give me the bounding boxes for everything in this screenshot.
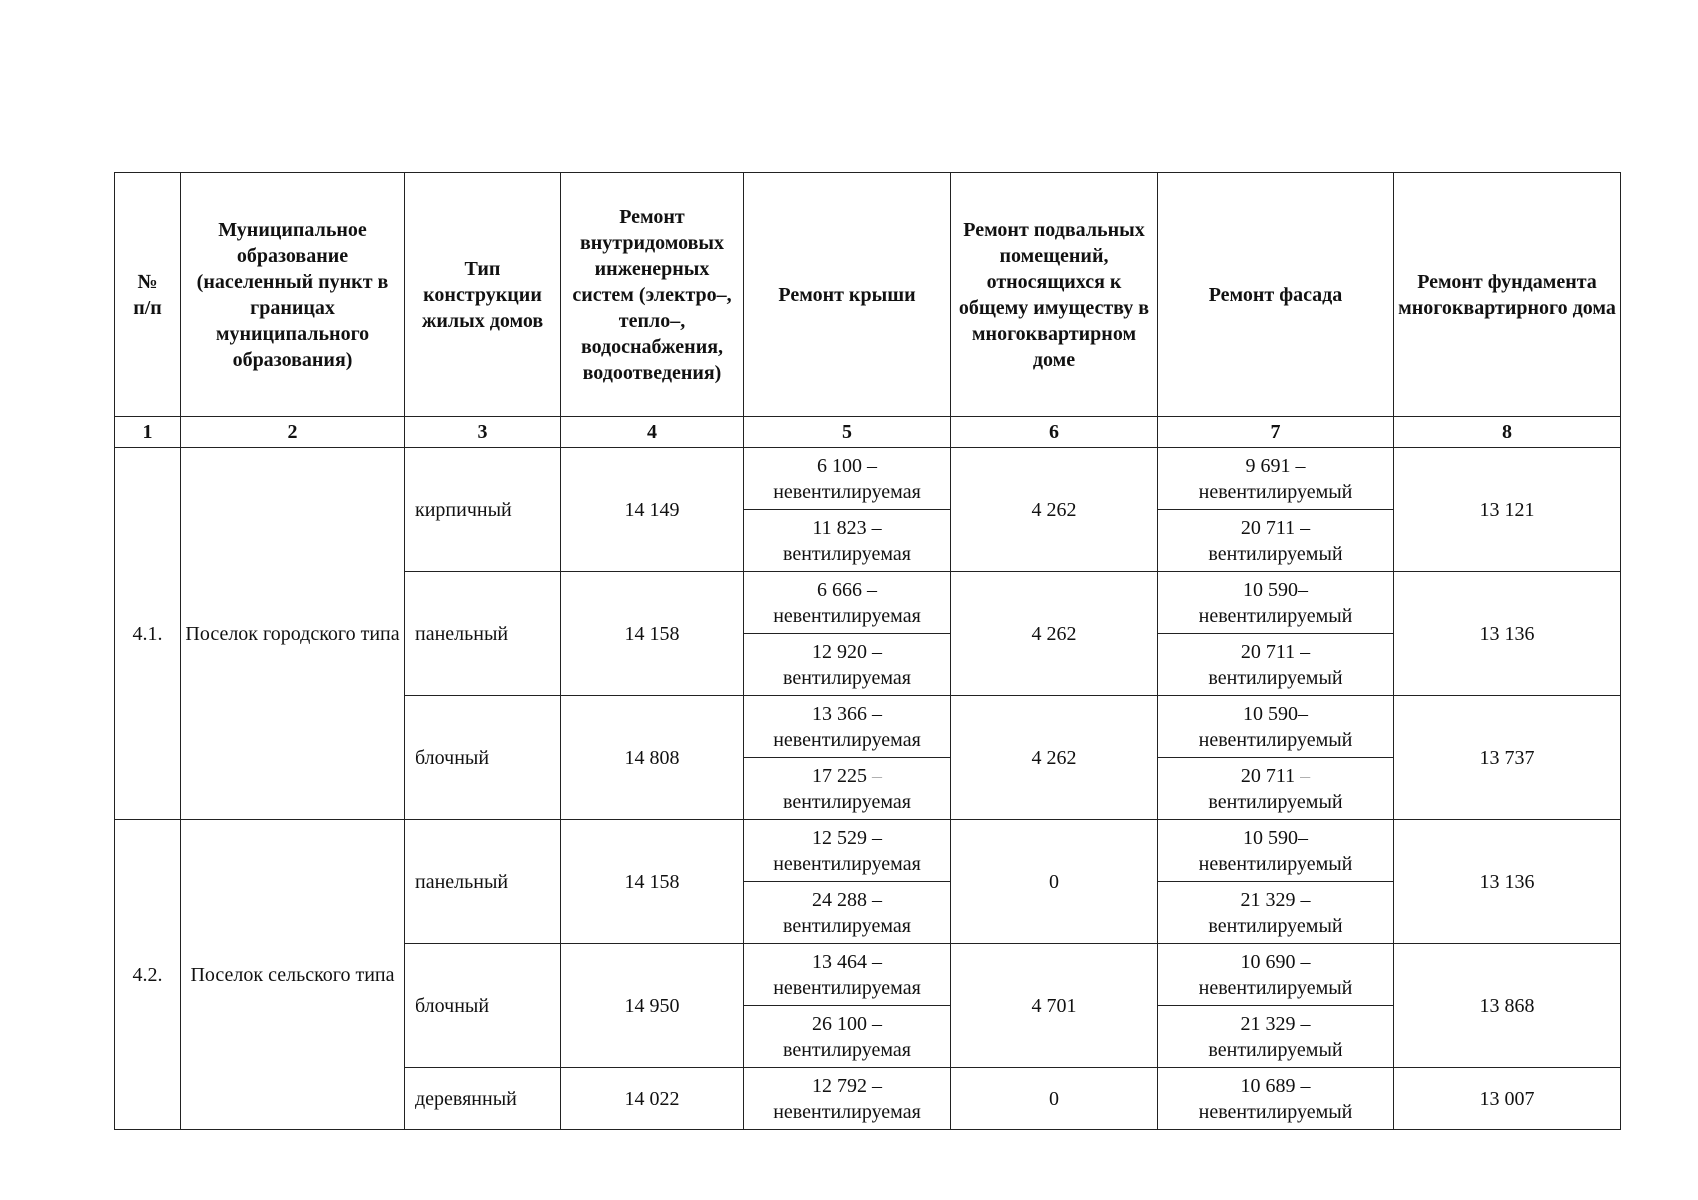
facade-nonvent-cost: 10 690 – невентилируемый [1158,944,1394,1006]
roof-vent-cost: 11 823 – вентилируемая [744,510,951,572]
basement-cost: 0 [951,1068,1158,1130]
engineering-cost: 14 022 [561,1068,744,1130]
column-number: 5 [744,417,951,448]
column-number: 1 [115,417,181,448]
column-number: 4 [561,417,744,448]
roof-vent-label: вентилируемая [783,790,911,813]
construction-type: блочный [405,944,561,1068]
roof-nonvent-cost: 6 100 – невентилируемая [744,448,951,510]
facade-nonvent-cost: 10 590– невентилируемый [1158,696,1394,758]
foundation-cost: 13 136 [1394,572,1621,696]
roof-nonvent-cost: 12 529 – невентилируемая [744,820,951,882]
foundation-cost: 13 136 [1394,820,1621,944]
engineering-cost: 14 808 [561,696,744,820]
column-number: 3 [405,417,561,448]
construction-type: деревянный [405,1068,561,1130]
roof-vent-cost [744,758,951,820]
engineering-cost: 14 158 [561,572,744,696]
table-row [115,820,1621,882]
roof-vent-cost: 24 288 – вентилируемая [744,882,951,944]
facade-vent-value: 20 711 [1240,764,1296,787]
group-number: 4.1. [115,448,181,820]
column-number: 7 [1158,417,1394,448]
header-row [115,173,1621,417]
basement-cost: 4 262 [951,572,1158,696]
engineering-cost: 14 950 [561,944,744,1068]
facade-nonvent-cost: 10 689 – невентилируемый [1158,1068,1394,1130]
construction-type: панельный [405,820,561,944]
group-municipality: Поселок городского типа [181,448,405,820]
roof-vent-cost: 26 100 – вентилируемая [744,1006,951,1068]
foundation-cost: 13 121 [1394,448,1621,572]
facade-vent-cost: 20 711 – вентилируемый [1158,510,1394,572]
basement-cost: 4 262 [951,696,1158,820]
column-number: 2 [181,417,405,448]
roof-vent-value: 17 225 [812,764,867,787]
group-municipality: Поселок сельского типа [181,820,405,1130]
facade-vent-dash: – [1295,764,1311,787]
roof-nonvent-cost: 13 366 – невентилируемая [744,696,951,758]
header-facade-repair: Ремонт фасада [1158,173,1394,417]
basement-cost: 4 701 [951,944,1158,1068]
facade-vent-cost [1158,758,1394,820]
basement-cost: 0 [951,820,1158,944]
header-roof-repair: Ремонт крыши [744,173,951,417]
roof-nonvent-cost: 12 792 – невентилируемая [744,1068,951,1130]
roof-nonvent-cost: 13 464 – невентилируемая [744,944,951,1006]
header-construction-type: Тип конструкции жилых домов [405,173,561,417]
column-number: 6 [951,417,1158,448]
cost-table [114,172,1621,1130]
facade-nonvent-cost: 10 590– невентилируемый [1158,820,1394,882]
column-number-row [115,417,1621,448]
construction-type: блочный [405,696,561,820]
construction-type: кирпичный [405,448,561,572]
header-municipality: Муниципальное образование (населенный пункт в границах муниципального образования) [181,173,405,417]
roof-nonvent-cost: 6 666 – невентилируемая [744,572,951,634]
column-number: 8 [1394,417,1621,448]
group-number: 4.2. [115,820,181,1130]
foundation-cost: 13 737 [1394,696,1621,820]
basement-cost: 4 262 [951,448,1158,572]
roof-vent-cost: 12 920 – вентилируемая [744,634,951,696]
facade-nonvent-cost: 10 590– невентилируемый [1158,572,1394,634]
facade-nonvent-cost: 9 691 – невентилируемый [1158,448,1394,510]
foundation-cost: 13 868 [1394,944,1621,1068]
header-basement-repair: Ремонт подвальных помещений, относящихся к общему имуществу в многоквартирном доме [951,173,1158,417]
engineering-cost: 14 149 [561,448,744,572]
construction-type: панельный [405,572,561,696]
facade-vent-cost: 20 711 – вентилируемый [1158,634,1394,696]
roof-vent-dash: – [867,764,882,787]
engineering-cost: 14 158 [561,820,744,944]
facade-vent-cost: 21 329 – вентилируемый [1158,882,1394,944]
table-row [115,448,1621,510]
header-number: № п/п [115,173,181,417]
header-engineering-repair: Ремонт внутридомовых инженерных систем (электро–, тепло–, водоснабжения, водоотведения) [561,173,744,417]
foundation-cost: 13 007 [1394,1068,1621,1130]
facade-vent-label: вентилируемый [1208,790,1343,813]
header-foundation-repair: Ремонт фундамента многоквартирного дома [1394,173,1621,417]
facade-vent-cost: 21 329 – вентилируемый [1158,1006,1394,1068]
